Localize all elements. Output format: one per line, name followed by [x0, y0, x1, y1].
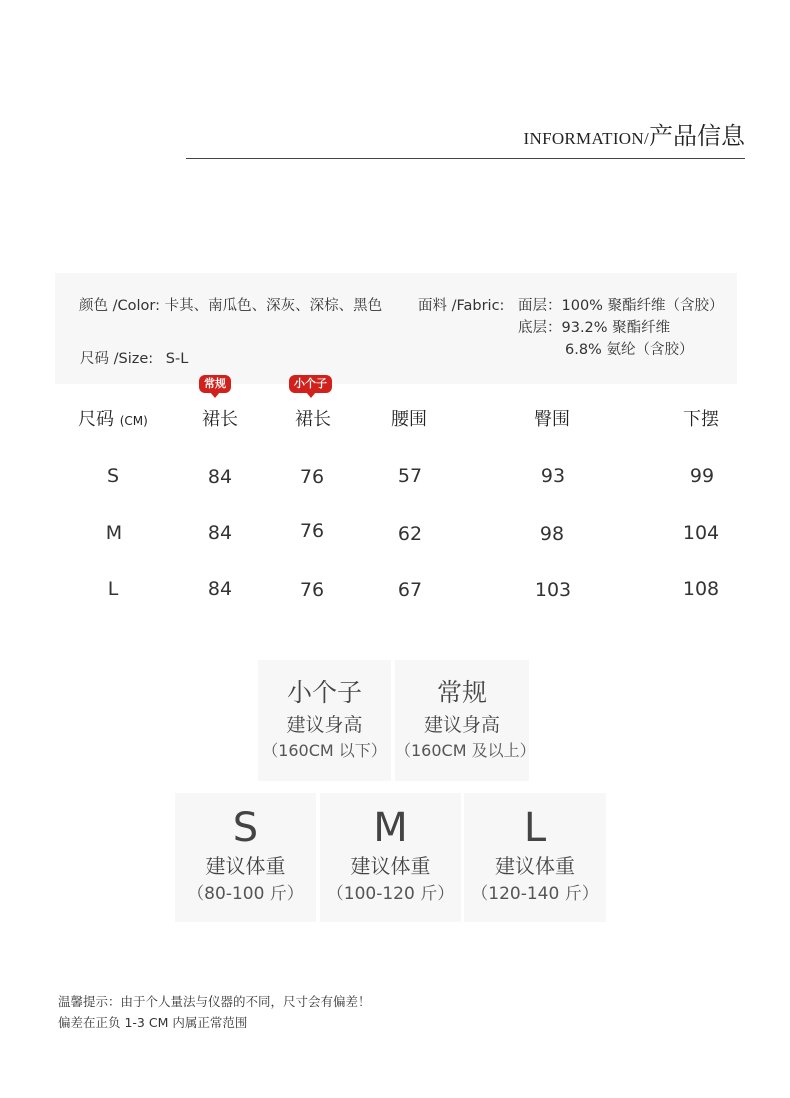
card-range: （160CM 以下）: [262, 741, 387, 760]
size-info: [80, 347, 188, 368]
row-size: M: [105, 522, 123, 544]
card-label: 建议身高: [423, 714, 500, 736]
card-size: S: [232, 805, 259, 851]
color-value: 卡其、南瓜色、深灰、深棕、黑色: [164, 298, 383, 314]
badge-petite: 小个子: [289, 375, 332, 393]
tip-line: 偏差在正负 1-3 CM 内属正常范围: [58, 1015, 248, 1030]
card-label: 建议身高: [286, 714, 363, 736]
fabric-label: 面料 /Fabric:: [418, 298, 505, 314]
table-cell: 103: [534, 579, 572, 601]
table-cell: 93: [540, 465, 566, 487]
table-cell: 76: [299, 520, 325, 542]
fabric-line: 底层：93.2% 聚酯纤维: [518, 320, 671, 336]
header-length-regular: 裙长: [202, 409, 238, 430]
header-size-label: 尺码: [78, 409, 114, 430]
card-title: 常规: [436, 678, 487, 707]
color-label: 颜色 /Color:: [79, 298, 160, 314]
size-label: 尺码 /Size:: [80, 351, 154, 367]
table-cell: 62: [397, 523, 423, 545]
card-range: （120-140 斤）: [471, 884, 599, 904]
table-cell: 84: [207, 522, 233, 544]
card-title: 小个子: [286, 678, 362, 707]
tip-line: 温馨提示：由于个人量法与仪器的不同，尺寸会有偏差！: [58, 994, 371, 1009]
table-cell: 84: [207, 466, 233, 488]
card-label: 建议体重: [350, 854, 431, 878]
table-cell: 98: [539, 523, 565, 545]
header-waist: 腰围: [391, 409, 427, 430]
header-length-petite: 裙长: [295, 409, 331, 430]
table-cell: 57: [397, 465, 423, 487]
header-hip: 臀围: [534, 409, 570, 430]
section-header: [186, 114, 745, 159]
card-range: （80-100 斤）: [187, 884, 304, 904]
row-size: S: [106, 465, 120, 487]
height-card-regular: [395, 660, 536, 781]
fabric-line: 面层：100% 聚酯纤维（含胶）: [518, 298, 724, 314]
table-cell: 76: [299, 579, 325, 601]
card-range: （100-120 斤）: [326, 884, 455, 904]
badge-regular: 常规: [199, 375, 231, 393]
color-info: [79, 294, 382, 315]
weight-card-l: [464, 793, 606, 922]
weight-card-s: [175, 793, 316, 922]
card-size: L: [523, 805, 547, 851]
table-cell: 76: [299, 466, 325, 488]
header-hem: 下摆: [683, 409, 719, 430]
card-label: 建议体重: [495, 854, 575, 878]
card-label: 建议体重: [205, 854, 286, 878]
table-cell: 108: [682, 578, 720, 600]
height-card-petite: [258, 660, 391, 781]
weight-card-m: [320, 793, 461, 922]
table-cell: 99: [689, 465, 715, 487]
row-size: L: [107, 578, 119, 600]
table-cell: 67: [397, 579, 423, 601]
section-title: [524, 116, 745, 151]
section-title-cn: 产品信息: [649, 122, 745, 150]
table-cell: 104: [682, 522, 720, 544]
fabric-line: 6.8% 氨纶（含胶）: [565, 342, 694, 358]
card-range: （160CM 及以上）: [395, 741, 536, 760]
size-value: S-L: [165, 351, 189, 367]
section-title-en: INFORMATION/: [523, 129, 649, 148]
header-size-unit: (CM): [119, 414, 148, 428]
table-cell: 84: [207, 578, 233, 600]
card-size: M: [373, 805, 408, 851]
header-size: [78, 405, 148, 431]
